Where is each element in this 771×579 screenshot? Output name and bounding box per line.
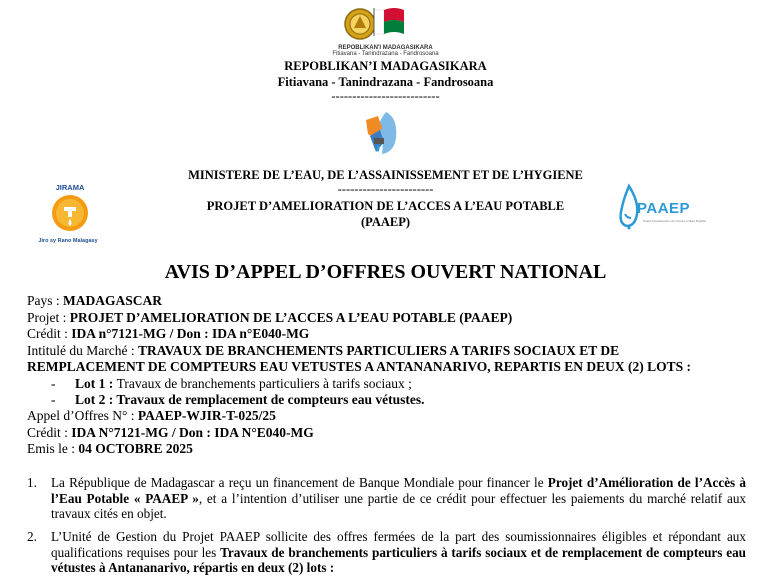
lot-2-text: Travaux de remplacement de compteurs eau vétustes. (116, 392, 425, 407)
jirama-tagline: Jiro sy Rano Malagasy (38, 238, 98, 244)
emis-label: Emis le : (27, 441, 79, 456)
credit-value: IDA n°7121-MG / Don : IDA n°E040-MG (71, 326, 310, 341)
document-title: AVIS D’APPEL D’OFFRES OUVERT NATIONAL (164, 261, 607, 283)
info-intitule (27, 343, 619, 358)
lot-1-text: Travaux de branchements particuliers à tarifs sociaux ; (116, 376, 412, 391)
project-name-line-1: PROJET D’AMELIORATION DE L’ACCES A L’EAU POTABLE (206, 199, 565, 213)
paragraph-2 (51, 529, 746, 576)
lot-1-label: Lot 1 : (75, 376, 117, 391)
ministry-separator: ----------------------- (337, 182, 434, 196)
jirama-logo (40, 184, 100, 244)
lot-1 (75, 376, 412, 391)
lot-1-bullet: - (51, 376, 56, 391)
emblem-caption (0, 45, 771, 57)
info-projet (27, 310, 512, 325)
info-appel-offres (27, 408, 276, 423)
ministry-logo (356, 108, 406, 158)
emblem-caption-line-2: Fitiavana - Tanindrazana - Fandrosoana (332, 51, 439, 57)
credit2-value: IDA N°7121-MG / Don : IDA N°E040-MG (71, 425, 314, 440)
paaep-logo (617, 184, 706, 238)
emis-value: 04 OCTOBRE 2025 (78, 441, 193, 456)
projet-value: PROJET D’AMELIORATION DE L’ACCES A L’EAU POTABLE (PAAEP) (69, 310, 513, 325)
ministry-name: MINISTERE DE L’EAU, DE L’ASSAINISSEMENT ET DE L’HYGIENE (188, 168, 583, 182)
lot-2 (75, 392, 424, 407)
paragraph-1-text-bold: Projet d’Amélioration de l’Accès à l’Eau Potable « PAAEP » (51, 475, 746, 506)
paaep-tagline: Projet d'Amélioration de l'Accès à l'Eau Potable (643, 219, 706, 223)
lot-2-bullet: - (51, 392, 56, 407)
emblem-caption-line-1: REPOBLIKAN'I MADAGASIKARA (338, 45, 433, 51)
paaep-name: PAAEP (637, 200, 691, 217)
paragraph-1-text-c: , et a l’intention d’utiliser une partie de ce crédit pour effectuer les paiements du marché relatif aux travaux cités en objet. (51, 490, 747, 521)
lot-2-label: Lot 2 : (75, 392, 117, 407)
info-pays (27, 293, 162, 308)
intitule-label: Intitulé du Marché : (27, 343, 138, 358)
info-credit-2 (27, 425, 314, 440)
ao-label: Appel d’Offres N° : (27, 408, 138, 423)
info-emis (27, 441, 193, 456)
project-name-line-2: (PAAEP) (360, 215, 411, 229)
paragraph-2-text-bold: Travaux de branchements particuliers à tarifs sociaux et de remplacement de compteurs eau vétustes à Antananarivo, répartis en deux (2) lots : (51, 544, 746, 575)
national-motto: Fitiavana - Tanindrazana - Fandrosoana (277, 75, 494, 89)
header-separator: -------------------------- (331, 89, 440, 103)
info-credit (27, 326, 309, 341)
paragraph-2-text-a: L’Unité de Gestion du Projet PAAEP sollicite des offres fermées de la part des soumissionnaires éligibles et répondant aux qualifications requises pour les (51, 529, 746, 560)
credit-label: Crédit : (27, 326, 72, 341)
pays-value: MADAGASCAR (63, 293, 163, 308)
paragraph-2-number: 2. (27, 529, 37, 544)
projet-label: Projet : (27, 310, 70, 325)
intitule-value-1: TRAVAUX DE BRANCHEMENTS PARTICULIERS A TARIFS SOCIAUX ET DE (137, 343, 620, 358)
ao-value: PAAEP-WJIR-T-025/25 (137, 408, 276, 423)
credit2-label: Crédit : (27, 425, 72, 440)
jirama-bulb-tap-icon (50, 193, 90, 233)
paragraph-1-number: 1. (27, 475, 37, 490)
intitule-value-2: REMPLACEMENT DE COMPTEURS EAU VETUSTES A ANTANANARIVO, REPARTIS EN DEUX (2) LOTS : (27, 359, 691, 374)
pays-label: Pays : (27, 293, 64, 308)
jirama-name: JIRAMA (55, 183, 85, 192)
water-ministry-icon (356, 108, 406, 158)
country-name: REPOBLIKAN’I MADAGASIKARA (284, 59, 487, 73)
paragraph-1 (51, 475, 746, 522)
paragraph-1-text-a: La République de Madagascar a reçu un financement de Banque Mondiale pour financer le (51, 475, 548, 490)
